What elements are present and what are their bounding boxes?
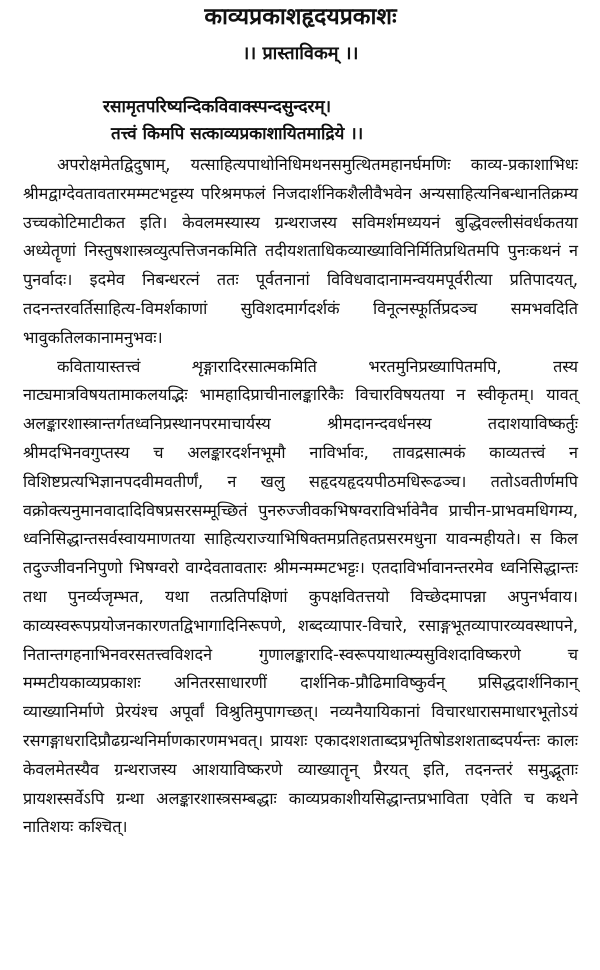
section-heading: ।। प्रास्ताविकम् ।। [242, 43, 359, 64]
body-paragraph: कवितायास्तत्त्वं शृङ्गारादिरसात्मकमिति भरतमुनिप्रख्यापितमपि, तस्य नाट्यमात्रविषयतामाकलयद्भिः भामहादिप्राचीनालङ्कारिकैः विचारविषयतया न स्वीकृतम्। यावत् अलङ्कारशास्त्रान्तर्गतध्वनिप्रस्थानपरमाचार्यस्य श्रीमदानन्दवर्धनस्य तदाशयाविष्कर्तुः श्रीमदभिनवगुप्तस्य च अलङ्कारदर्शनभूमौ नाविर्भावः, तावद्रसात्मकं काव्यतत्त्वं न विशिष्टप्रत्यभिज्ञानपदवीमवतीर्णं, न खलु सहृदयहृदयपीठमधिरूढञ्च। ततोऽवतीर्णमपि वक्रोक्त्यनुमानवादादिविषप्रसरसम्मूच्छितं पुनरुज्जीवकभिषग्वराविर्भावेनैव प्राचीन-प्राभवमधिगम्य, ध्वनिसिद्धान्तसर्वस्वायमाणतया साहित्यराज्याभिषिक्तमप्रतिहतप्रसरमधुना यावन्महीयते। स किल तदुज्जीवननिपुणो भिषग्वरो वाग्देवतावतारः श्रीमन्मम्मटभट्टः। एतदाविर्भावानन्तरमेव ध्वनिसिद्धान्तः तथा पुनर्व्यजृम्भत, यथा तत्प्रतिपक्षिणां कुपक्षवितत्तयो विच्छेदमापन्ना अपुनर्भवाय। काव्यस्वरूपप्रयोजनकारणतद्विभागादिनिरूपणे, शब्दव्यापार-विचारे, रसाङ्गभूतव्यापारव्यवस्थापने, नितान्तगहनाभिनवरसतत्त्वविशदने गुणालङ्कारादि-स्वरूपयाथात्म्यसुविशदाविष्करणे च मम्मटीयकाव्यप्रकाशः अनितरसाधारणीं दार्शनिक-प्रौढिमाविष्कुर्वन् प्रसिद्धदार्शनिकान् व्याख्यानिर्माणे प्रेरयंश्च अपूर्वां विश्रुतिमुपागच्छत्। नव्यनैयायिकानां विचारधारासमाधारभूतोऽयं रसगङ्गाधरादिप्रौढग्रन्थनिर्माणकारणमभवत्। प्रायशः एकादशशताब्दप्रभृतिषोडशशताब्दपर्यन्तः कालः केवलमेतस्यैव ग्रन्थराजस्य आशयाविष्करणे व्याख्यातॄन् प्रैरयत् इति, तदनन्तरं समुद्भूताः प्रायशस्सर्वेऽपि ग्रन्था अलङ्कारशास्त्रसम्बद्धाः काव्यप्रकाशीयसिद्धान्तप्रभाविता एवेति च कथने नातिशयः कश्चित्। [23, 356, 578, 837]
invocation-verse [103, 94, 578, 148]
document-title: काव्यप्रकाशहृदयप्रकाशः [204, 4, 397, 30]
verse-line: तत्त्वं किमपि सत्काव्यप्रकाशायितमाद्रिये ।। [111, 124, 364, 144]
verse-line: रसामृतपरिष्यन्दिकविवाक्स्पन्दसुन्दरम्। [103, 97, 332, 117]
body-paragraph: अपरोक्षमेतद्विदुषाम्, यत्साहित्यपाथोनिधिमथनसमुत्थितमहानर्घमणिः काव्य-प्रकाशाभिधः श्रीमद्वाग्देवतावतारमम्मटभट्टस्य परिश्रमफलं निजदार्शनिकशैलीवैभवेन अन्यसाहित्यनिबन्धानतिक्रम्य उच्चकोटिमाटीकत इति। केवलमस्यास्य ग्रन्थराजस्य सविमर्शमध्ययनं बुद्धिवल्लीसंवर्धकतया अध्येतॄणां निस्तुषशास्त्रव्युत्पत्तिजनकमिति तदीयशताधिकव्याख्याविनिर्मितिप्रथितमपि पुनःकथनं न पुनर्वादः। इदमेव निबन्धरत्नं ततः पूर्वतनानां विविधवादानामन्वयमपूर्वरीत्या प्रतिपादयत्, तदनन्तरवर्तिसाहित्य-विमर्शकाणां सुविशदमार्गदर्शकं विनूत्नस्फूर्तिप्रदञ्च समभवदिति भावुकतिलकानामनुभवः। [23, 155, 578, 347]
